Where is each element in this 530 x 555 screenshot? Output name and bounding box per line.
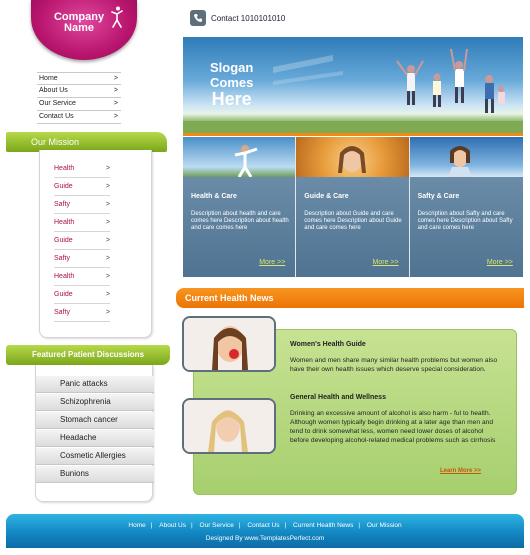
footer-link-our-service[interactable]: Our Service xyxy=(199,522,234,529)
nav-label: Home xyxy=(39,75,58,82)
card-description: Description about health and care comes here Description about health and care comes here xyxy=(191,211,289,231)
nav-item-contact-us[interactable] xyxy=(37,111,121,124)
card-photo xyxy=(183,137,295,177)
featured-discussions-panel xyxy=(35,365,153,502)
news-photo-blonde-woman xyxy=(182,398,276,454)
discussion-item-cosmetic-allergies[interactable]: Cosmetic Allergies xyxy=(36,448,154,465)
news-item-1-text: Women and men share many similar health problems but women also have their own health issues which deserve special consideration. xyxy=(290,357,498,373)
footer-link-contact-us[interactable]: Contact Us xyxy=(247,522,280,529)
footer xyxy=(6,514,524,548)
card-body xyxy=(296,177,408,277)
nav-label: Contact Us xyxy=(39,113,74,120)
chevron-right-icon: > xyxy=(105,165,110,172)
footer-link-current-health-news[interactable]: Current Health News xyxy=(293,522,354,529)
nav-label: Our Service xyxy=(39,100,76,107)
mission-item-health[interactable] xyxy=(54,160,110,178)
mission-header: Our Mission xyxy=(6,132,167,152)
slogan-line-3: Here xyxy=(211,89,252,109)
person-figure-icon xyxy=(111,6,123,28)
card-title: Safty & Care xyxy=(417,193,460,200)
nav-item-home[interactable] xyxy=(37,72,121,85)
chevron-right-icon: > xyxy=(105,183,110,190)
footer-credit: Designed By www.TemplatesPerfect.com xyxy=(205,535,325,542)
banner-underline xyxy=(183,133,523,136)
hero-banner xyxy=(183,37,523,133)
footer-link-about-us[interactable]: About Us xyxy=(159,522,187,529)
chevron-right-icon: > xyxy=(105,273,110,280)
footer-separator: | xyxy=(238,522,241,529)
card-guide-care[interactable] xyxy=(296,137,409,277)
card-body xyxy=(410,177,523,277)
mission-label: Safty xyxy=(54,201,70,208)
chevron-right-icon: > xyxy=(105,291,110,298)
nav-item-our-service[interactable] xyxy=(37,98,121,111)
mission-item-health[interactable] xyxy=(54,268,110,286)
top-nav xyxy=(37,72,121,124)
mission-label: Health xyxy=(54,165,75,172)
footer-nav xyxy=(6,522,524,529)
footer-separator: | xyxy=(358,522,361,529)
mission-label: Guide xyxy=(54,237,73,244)
card-description: Description about Safty and care comes here Description about Safty and care comes here xyxy=(417,211,513,231)
news-item-1-title[interactable]: Women's Health Guide xyxy=(290,341,366,348)
more-link[interactable]: More >> xyxy=(486,259,513,266)
more-link[interactable]: More >> xyxy=(259,259,286,266)
chevron-right-icon: > xyxy=(105,201,110,208)
mission-label: Safty xyxy=(54,309,70,316)
feature-cards xyxy=(183,137,523,277)
contact-phone: Contact 1010101010 xyxy=(211,13,286,23)
chevron-right-icon: > xyxy=(105,255,110,262)
card-description: Description about Guide and care comes here Description about Guide and care comes here xyxy=(304,211,402,231)
mission-item-health[interactable] xyxy=(54,214,110,232)
chevron-right-icon: > xyxy=(113,100,118,107)
card-health-care[interactable] xyxy=(183,137,296,277)
mission-panel xyxy=(39,150,152,338)
more-link[interactable]: More >> xyxy=(372,259,399,266)
news-header: Current Health News xyxy=(176,288,524,308)
mission-label: Safty xyxy=(54,255,70,262)
mission-label: Health xyxy=(54,273,75,280)
company-logo[interactable] xyxy=(31,0,137,60)
footer-separator: | xyxy=(191,522,193,529)
discussion-item-headache[interactable]: Headache xyxy=(36,430,154,447)
discussion-item-panic-attacks[interactable]: Panic attacks xyxy=(36,376,154,393)
card-title: Health & Care xyxy=(191,193,237,200)
slogan-line-2: Comes xyxy=(210,75,254,90)
mission-label: Guide xyxy=(54,183,73,190)
chevron-right-icon: > xyxy=(113,113,118,120)
card-photo xyxy=(410,137,523,177)
news-item-2-text: Drinking an excessive amount of alcohol is also harm - ful to health. Although women typically begin drinking at a later age than men and tend to drink somewhat less, women need lower doses of alcohol before developing alcohol-related medical problems such as cirrhosis xyxy=(290,410,496,444)
mission-item-safty[interactable] xyxy=(54,196,110,214)
footer-link-our-mission[interactable]: Our Mission xyxy=(366,522,402,529)
mission-item-guide[interactable] xyxy=(54,232,110,250)
chevron-right-icon: > xyxy=(113,87,118,94)
contact-info xyxy=(190,10,285,26)
logo-line-2: Name xyxy=(64,22,94,34)
discussion-item-schizophrenia[interactable]: Schizophrenia xyxy=(36,394,154,411)
chevron-right-icon: > xyxy=(113,75,118,82)
featured-discussions-list xyxy=(36,376,154,484)
slogan xyxy=(210,60,253,109)
nav-item-about-us[interactable] xyxy=(37,85,121,98)
featured-discussions-header: Featured Patient Discussions xyxy=(6,345,170,365)
card-body xyxy=(183,177,295,277)
mission-item-safty[interactable] xyxy=(54,250,110,268)
footer-separator: | xyxy=(284,522,287,529)
phone-icon xyxy=(190,10,206,26)
footer-link-home[interactable]: Home xyxy=(128,522,146,529)
mission-item-safty[interactable] xyxy=(54,304,110,322)
logo-line-1: Company xyxy=(53,11,105,23)
chevron-right-icon: > xyxy=(105,219,110,226)
chevron-right-icon: > xyxy=(105,309,110,316)
learn-more-link[interactable]: Learn More >> xyxy=(439,468,481,474)
footer-separator: | xyxy=(150,522,153,529)
mission-label: Health xyxy=(54,219,75,226)
discussion-item-bunions[interactable]: Bunions xyxy=(36,466,154,483)
card-title: Guide & Care xyxy=(304,193,349,200)
news-photo-strawberry-woman xyxy=(182,316,276,372)
mission-item-guide[interactable] xyxy=(54,178,110,196)
card-photo xyxy=(296,137,408,177)
news-item-2-title[interactable]: General Health and Wellness xyxy=(290,394,386,401)
card-safty-care[interactable] xyxy=(410,137,523,277)
nav-label: About Us xyxy=(39,87,68,94)
mission-label: Guide xyxy=(54,291,73,298)
slogan-line-1: Slogan xyxy=(210,60,254,75)
discussion-item-stomach-cancer[interactable]: Stomach cancer xyxy=(36,412,154,429)
chevron-right-icon: > xyxy=(105,237,110,244)
mission-item-guide[interactable] xyxy=(54,286,110,304)
mission-list xyxy=(54,160,110,322)
